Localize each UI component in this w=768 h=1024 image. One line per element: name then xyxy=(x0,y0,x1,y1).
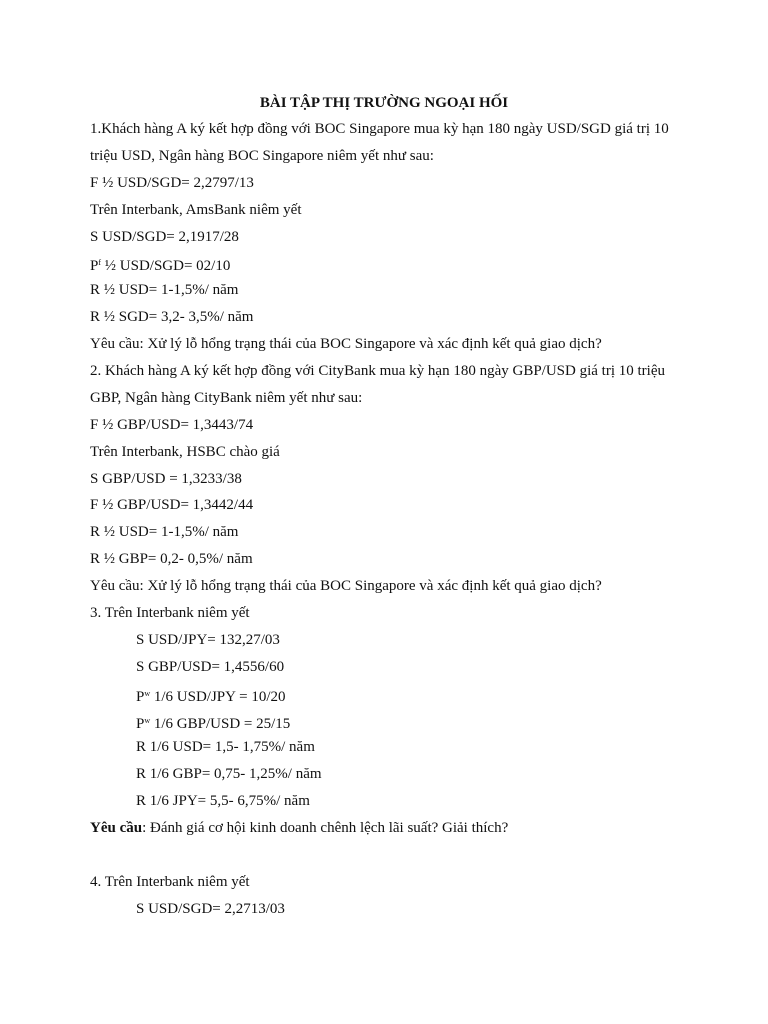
ex3-points2-superscript: w xyxy=(144,715,151,725)
ex1-rate-sgd: R ½ SGD= 3,2- 3,5%/ năm xyxy=(90,309,254,326)
ex3-requirement-text: : Đánh giá cơ hội kinh doanh chênh lệch lãi suất? Giải thích? xyxy=(142,820,509,837)
ex1-interbank-heading: Trên Interbank, AmsBank niêm yết xyxy=(90,201,302,218)
ex1-intro-line-1: 1.Khách hàng A ký kết hợp đồng với BOC Singapore mua kỳ hạn 180 ngày USD/SGD giá trị 10 xyxy=(90,121,669,137)
ex3-rate-jpy: R 1/6 JPY= 5,5- 6,75%/ năm xyxy=(136,793,310,810)
ex4-heading: 4. Trên Interbank niêm yết xyxy=(90,873,250,890)
ex3-spot-usdjpy: S USD/JPY= 132,27/03 xyxy=(136,631,280,648)
ex2-intro-line-1: 2. Khách hàng A ký kết hợp đồng với CityBank mua kỳ hạn 180 ngày GBP/USD giá trị 10 triệu xyxy=(90,363,665,380)
document-body xyxy=(90,118,690,925)
ex2-rate-usd: R ½ USD= 1-1,5%/ năm xyxy=(90,524,239,541)
ex2-interbank-forward: F ½ GBP/USD= 1,3442/44 xyxy=(90,497,254,514)
ex2-intro-line-2: GBP, Ngân hàng CityBank niêm yết như sau: xyxy=(90,389,363,406)
ex2-spot-quote: S GBP/USD = 1,3233/38 xyxy=(90,470,242,487)
ex3-requirement xyxy=(90,817,690,844)
ex3-rate-gbp: R 1/6 GBP= 0,75- 1,25%/ năm xyxy=(136,766,322,783)
ex3-points-gbpusd xyxy=(90,710,690,737)
ex1-forward-points xyxy=(90,252,690,279)
ex1-forward-quote: F ½ USD/SGD= 2,2797/13 xyxy=(90,174,254,191)
ex1-intro-line-2: triệu USD, Ngân hàng BOC Singapore niêm yết như sau: xyxy=(90,147,434,164)
ex2-interbank-heading: Trên Interbank, HSBC chào giá xyxy=(90,443,280,460)
ex2-forward-quote: F ½ GBP/USD= 1,3443/74 xyxy=(90,416,254,433)
ex1-points-rest: ½ USD/SGD= 02/10 xyxy=(101,258,231,275)
ex3-rate-usd: R 1/6 USD= 1,5- 1,75%/ năm xyxy=(136,739,315,756)
ex3-points1-prefix: P xyxy=(136,688,145,705)
ex1-spot-quote: S USD/SGD= 2,1917/28 xyxy=(90,228,239,245)
ex1-points-superscript: f xyxy=(98,258,102,268)
ex1-points-prefix: P xyxy=(90,258,99,275)
ex3-heading: 3. Trên Interbank niêm yết xyxy=(90,605,250,622)
ex3-points1-rest: 1/6 USD/JPY = 10/20 xyxy=(150,688,286,705)
ex3-requirement-label: Yêu cầu xyxy=(90,820,143,837)
ex3-points-usdjpy xyxy=(90,683,690,710)
ex3-points1-superscript: w xyxy=(144,688,151,698)
ex3-points2-prefix: P xyxy=(136,715,145,732)
ex2-rate-gbp: R ½ GBP= 0,2- 0,5%/ năm xyxy=(90,551,253,568)
blank-line xyxy=(90,844,690,871)
ex3-points2-rest: 1/6 GBP/USD = 25/15 xyxy=(150,715,291,732)
ex2-requirement: Yêu cầu: Xử lý lỗ hổng trạng thái của BOC Singapore và xác định kết quả giao dịch? xyxy=(90,578,602,595)
ex1-rate-usd: R ½ USD= 1-1,5%/ năm xyxy=(90,282,239,299)
ex4-spot-usdsgd: S USD/SGD= 2,2713/03 xyxy=(136,900,285,917)
ex1-requirement: Yêu cầu: Xử lý lỗ hổng trạng thái của BOC Singapore và xác định kết quả giao dịch? xyxy=(90,336,602,353)
document-title: BÀI TẬP THỊ TRƯỜNG NGOẠI HỐI xyxy=(259,95,509,111)
ex3-spot-gbpusd: S GBP/USD= 1,4556/60 xyxy=(136,658,285,675)
